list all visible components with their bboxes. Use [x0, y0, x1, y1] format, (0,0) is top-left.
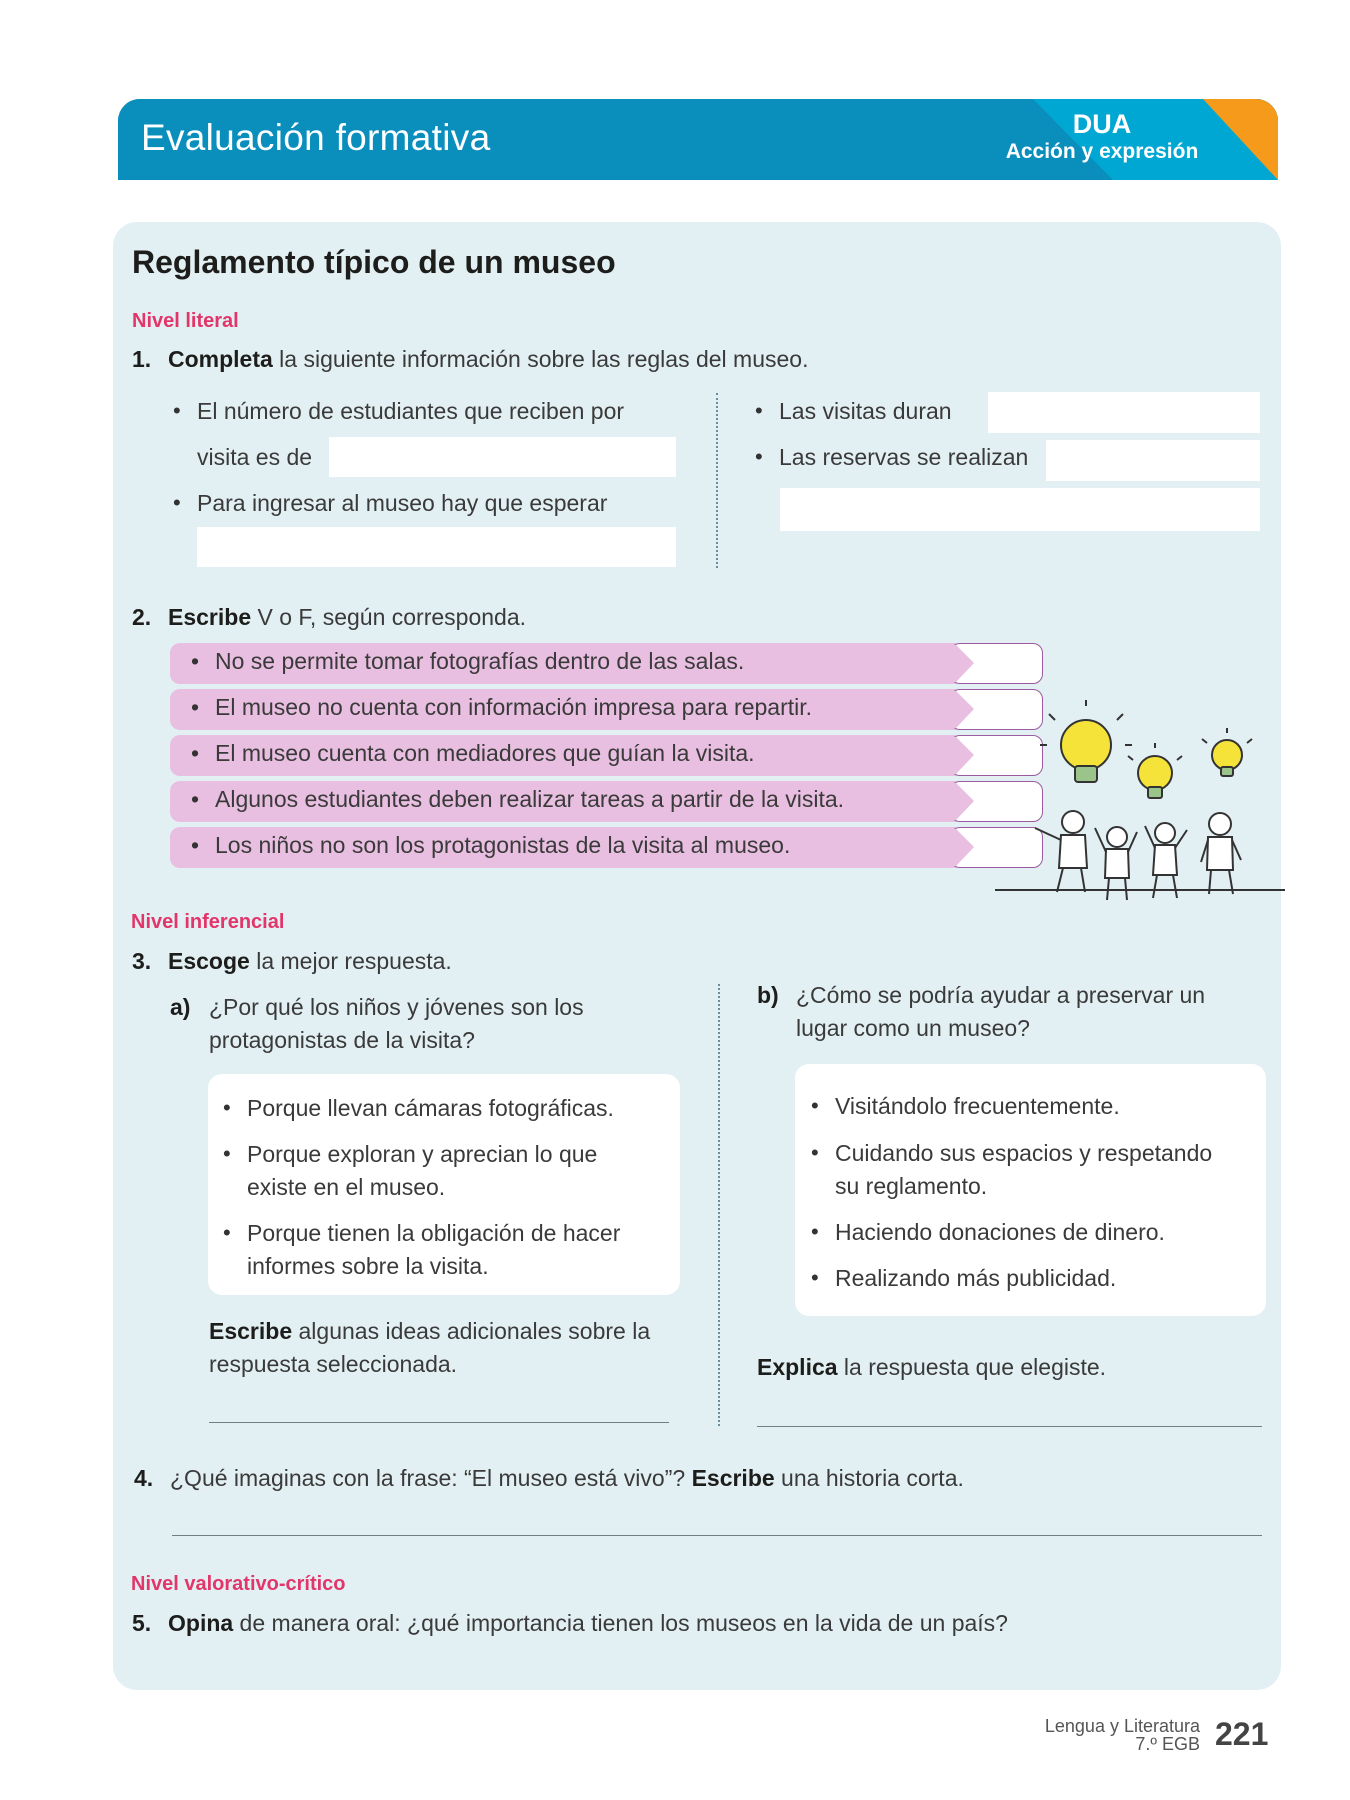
q3a-option-cont: informes sobre la visita. [247, 1253, 489, 1279]
q1-item-reservations: • Las reservas se realizan [779, 442, 1028, 472]
tf-statement: • El museo no cuenta con información impresa para repartir. [170, 689, 1043, 730]
question-5: 5. Opina de manera oral: ¿qué importancia tienen los museos en la vida de un país? [132, 1610, 1008, 1636]
question-1: 1. Completa la siguiente información sobre las reglas del museo. [132, 346, 809, 372]
answer-field-wait[interactable] [197, 527, 676, 567]
header-banner [118, 99, 1278, 180]
q3b-label: b) [757, 982, 779, 1008]
tf-statement: • Los niños no son los protagonistas de la visita al museo. [170, 827, 1043, 868]
level-critical: Nivel valorativo-crítico [131, 1573, 346, 1595]
dua-badge [992, 109, 1212, 165]
footer-subject: Lengua y Literatura 7.º EGB [1044, 1716, 1200, 1754]
q3a-question-line2: protagonistas de la visita? [209, 1027, 475, 1053]
q3a-followup-cont: respuesta seleccionada. [209, 1351, 458, 1377]
q3b-followup: Explica la respuesta que elegiste. [757, 1354, 1107, 1380]
column-divider [718, 984, 720, 1426]
q3a-question-line1: ¿Por qué los niños y jóvenes son los [209, 994, 584, 1020]
q4-answer-line[interactable] [172, 1535, 1262, 1536]
kids-group [1035, 811, 1241, 900]
dua-badge-title: DUA [1072, 109, 1132, 139]
q3b-question-line1: ¿Cómo se podría ayudar a preservar un [796, 982, 1206, 1008]
q1-item-duration: • Las visitas duran [779, 396, 952, 426]
q3b-option[interactable]: • Cuidando sus espacios y respetando [835, 1138, 1212, 1168]
answer-field-reservations[interactable] [1046, 440, 1260, 481]
q3b-question-line2: lugar como un museo? [796, 1015, 1030, 1041]
q3a-option[interactable]: • Porque llevan cámaras fotográficas. [247, 1093, 614, 1123]
question-2: 2. Escribe V o F, según corresponda. [132, 604, 526, 630]
tf-statement: • El museo cuenta con mediadores que guían la visita. [170, 735, 1043, 776]
q1-item-students-cont: visita es de [197, 444, 313, 470]
page-title: Evaluación formativa [141, 117, 491, 158]
column-divider [716, 393, 718, 568]
q1-item-wait: • Para ingresar al museo hay que esperar [197, 488, 607, 518]
q3a-label: a) [170, 994, 191, 1020]
lightbulb-icon [1202, 728, 1252, 776]
question-4: 4. ¿Qué imaginas con la frase: “El museo está vivo”? Escribe una historia corta. [134, 1465, 964, 1491]
q3b-option[interactable]: • Visitándolo frecuentemente. [835, 1091, 1120, 1121]
page-number: 221 [1215, 1716, 1269, 1752]
answer-field-reservations-2[interactable] [780, 488, 1260, 531]
q3a-option-cont: existe en el museo. [247, 1174, 446, 1200]
lightbulb-icon [1128, 743, 1182, 798]
answer-field-students[interactable] [329, 437, 676, 477]
tf-statement: • No se permite tomar fotografías dentro de las salas. [170, 643, 1043, 684]
tf-statement: • Algunos estudiantes deben realizar tareas a partir de la visita. [170, 781, 1043, 822]
dua-badge-subtitle: Acción y expresión [1005, 140, 1199, 163]
level-inferential: Nivel inferencial [131, 911, 285, 933]
q1-item-students: • El número de estudiantes que reciben por [197, 396, 624, 426]
answer-field-duration[interactable] [988, 392, 1260, 433]
q3b-answer-line[interactable] [757, 1426, 1262, 1427]
section-title: Reglamento típico de un museo [132, 244, 616, 280]
q3a-option[interactable]: • Porque tienen la obligación de hacer [247, 1218, 620, 1248]
q3b-option[interactable]: • Realizando más publicidad. [835, 1263, 1116, 1293]
q3a-followup: Escribe algunas ideas adicionales sobre la [209, 1318, 651, 1344]
question-3: 3. Escoge la mejor respuesta. [132, 948, 452, 974]
q3a-answer-line[interactable] [209, 1422, 669, 1423]
q3b-option-cont: su reglamento. [835, 1173, 988, 1199]
q3a-option[interactable]: • Porque exploran y aprecian lo que [247, 1139, 597, 1169]
lightbulb-icon [1040, 700, 1132, 782]
kids-lightbulbs-illustration [995, 700, 1285, 915]
q3b-option[interactable]: • Haciendo donaciones de dinero. [835, 1217, 1165, 1247]
level-literal: Nivel literal [132, 310, 239, 332]
